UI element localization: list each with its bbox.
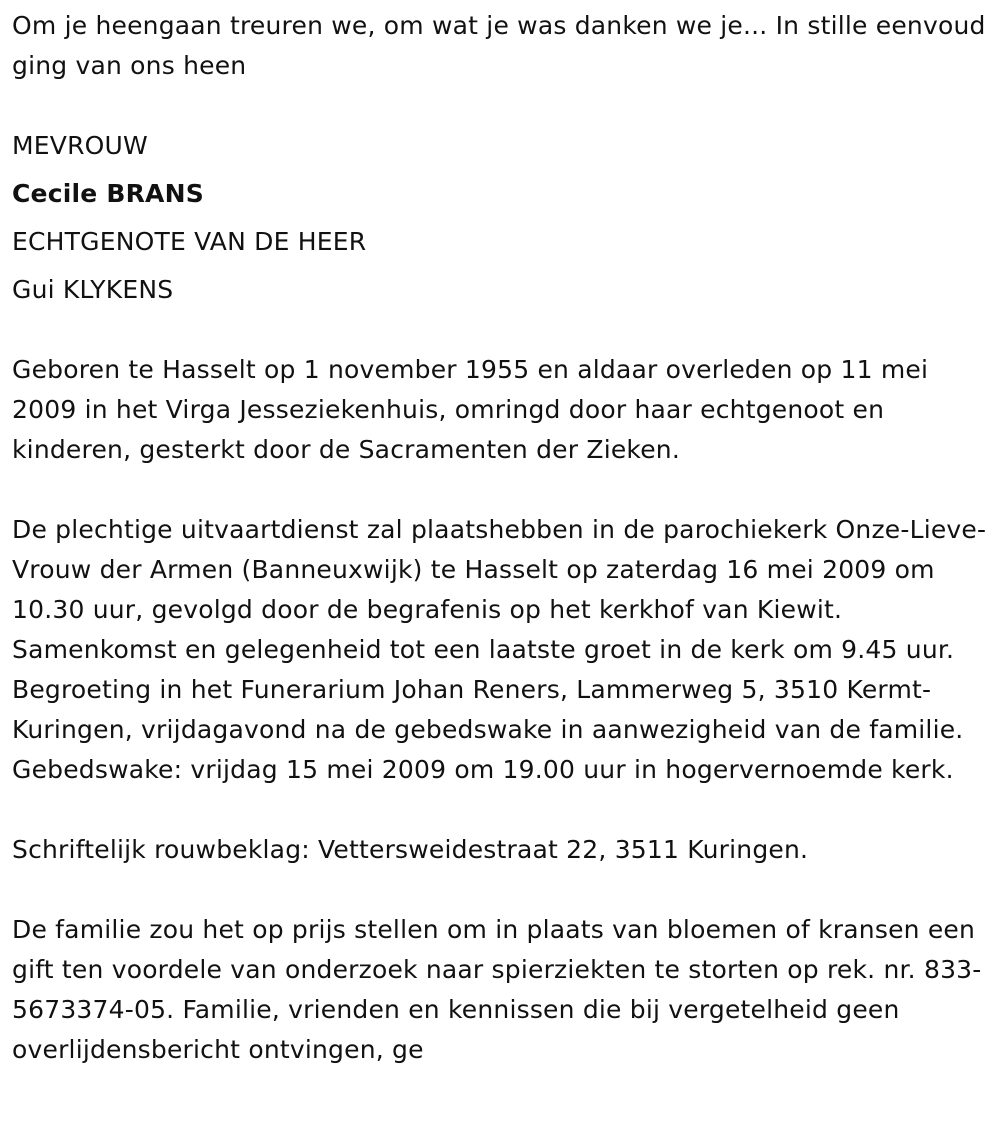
spacer bbox=[12, 790, 988, 830]
condolences-paragraph: Schriftelijk rouwbeklag: Vettersweidestraat 22, 3511 Kuringen. bbox=[12, 835, 809, 864]
spacer bbox=[12, 86, 988, 126]
intro-text: Om je heengaan treuren we, om wat je was danken we je... In stille eenvoud ging van ons heen bbox=[12, 11, 986, 80]
spacer bbox=[12, 870, 988, 910]
birth-death-paragraph: Geboren te Hasselt op 1 november 1955 en aldaar overleden op 11 mei 2009 in het Virga Jesseziekenhuis, omringd door haar echtgenoot en kinderen, gesterkt door de Sacramenten der Zieken. bbox=[12, 355, 929, 464]
deceased-name: Cecile BRANS bbox=[12, 179, 204, 208]
spouse-label: ECHTGENOTE VAN DE HEER bbox=[12, 227, 367, 256]
spouse-name: Gui KLYKENS bbox=[12, 275, 174, 304]
spacer bbox=[12, 310, 988, 350]
spacer bbox=[12, 470, 988, 510]
funeral-paragraph: De plechtige uitvaartdienst zal plaatshebben in de parochiekerk Onze-Lieve-Vrouw der Armen (Banneuxwijk) te Hasselt op zaterdag 16 mei 2009 om 10.30 uur, gevolgd door de begrafenis op het kerkhof van Kiewit. Samenkomst en gelegenheid tot een laatste groet in de kerk om 9.45 uur. Begroeting in het Funerarium Johan Reners, Lammerweg 5, 3510 Kermt-Kuringen, vrijdagavond na de gebedswake in aanwezigheid van de familie. Gebedswake: vrijdag 15 mei 2009 om 19.00 uur in hogervernoemde kerk. bbox=[12, 515, 987, 784]
donation-paragraph: De familie zou het op prijs stellen om in plaats van bloemen of kransen een gift ten voordele van onderzoek naar spierziekten te storten op rek. nr. 833-5673374-05. Familie, vrienden en kennissen die bij vergetelheid geen overlijdensbericht ontvingen, ge bbox=[12, 915, 982, 1064]
title-prefix: MEVROUW bbox=[12, 131, 148, 160]
